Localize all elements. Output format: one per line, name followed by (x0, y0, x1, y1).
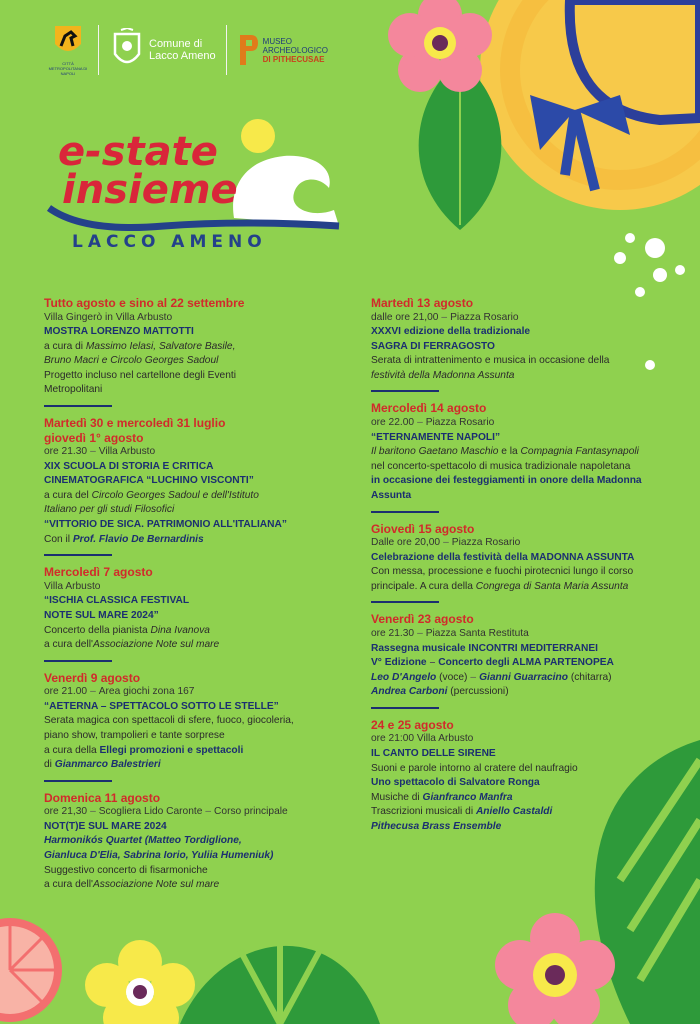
event-place: Piazza Santa Restituta (425, 627, 529, 639)
event-time-place: ore 22.00 – Piazza Rosario (371, 416, 495, 428)
event-place: Piazza Rosario (450, 311, 519, 323)
role: (percussioni) (450, 686, 509, 698)
logo-subtitle: LACCO AMENO (72, 232, 267, 252)
event-date: Venerdì 9 agosto (44, 670, 141, 685)
event-time-place: dalle ore 21,00 – Piazza Rosario (371, 311, 519, 323)
event-time-place: ore 21.30 – Piazza Santa Restituta (371, 627, 529, 639)
event-line: Bruno Macri e Circolo Georges Sadoul (44, 355, 219, 367)
event-title: V° Edizione – Concerto degli ALMA PARTENOPEA (371, 657, 614, 669)
logo-line2: insieme (62, 167, 238, 213)
ensemble: Harmonikós Quartet (44, 835, 142, 847)
comune-line2: Lacco Ameno (149, 50, 216, 62)
event-title: “ETERNAMENTE NAPOLI” (371, 431, 501, 443)
comune-crest-icon (109, 28, 145, 72)
text: a cura dell' (44, 639, 93, 651)
event-title: Rassegna musicale INCONTRI MEDITERRANEI (371, 642, 599, 654)
event-time-place: Dalle ore 20,00 – Piazza Rosario (371, 537, 521, 549)
event-time: ore 21.00 (44, 686, 88, 698)
event-place: Corso principale (214, 806, 288, 818)
event-time-place: ore 21,30 – Scogliera Lido Caronte – Corso principale (44, 806, 288, 818)
text: Musiche di (371, 791, 420, 803)
text: di (44, 759, 52, 771)
text: e la (501, 446, 518, 458)
event-date: Venerdì 23 agosto (371, 612, 474, 627)
event-time-place (371, 732, 661, 747)
event-time: ore 21,30 (44, 806, 88, 818)
event-date: Mercoledì 14 agosto (371, 401, 487, 416)
flower-bottom-left-icon (85, 940, 195, 1024)
members: (Matteo Tordiglione, (144, 835, 242, 847)
event-title: XIX SCUOLA DI STORIA E CRITICA (44, 460, 214, 472)
event-scuola-cinema (44, 416, 334, 556)
event-title: IL CANTO DELLE SIRENE (371, 747, 496, 759)
event-line: Suoni e parole intorno al cratere del naufragio (371, 762, 578, 774)
event-line (371, 580, 661, 595)
event-place: Villa Arbusto (44, 580, 101, 592)
event-incontri-mediterranei (371, 612, 661, 708)
event-time: dalle ore 21,00 (371, 311, 439, 323)
event-line (371, 445, 661, 460)
event-line (371, 685, 661, 700)
program-left-column (44, 296, 334, 901)
header-divider (98, 25, 99, 75)
event-title: “VITTORIO DE SICA. PATRIMONIO ALL'ITALIANA” (44, 519, 287, 531)
horse-crest-icon (53, 24, 83, 58)
logo-line1: e-state (58, 129, 218, 175)
grapefruit-icon (0, 910, 70, 1024)
header-divider (226, 25, 227, 75)
event-eternamente-napoli (371, 401, 661, 512)
performer: Gianni Guarracino (479, 671, 568, 683)
event-line: piano show, trampolieri e tante sorprese (44, 729, 225, 741)
guest: Prof. Flavio De Bernardinis (72, 533, 204, 545)
performer: Dina Ivanova (150, 624, 210, 636)
museo-line3: DI PITHECUSAE (262, 54, 325, 64)
leaf-bottom-left-icon (180, 910, 380, 1024)
comune-name (149, 38, 216, 62)
edition: V° Edizione (371, 657, 427, 669)
e-state-insieme-logo (44, 118, 344, 258)
event-line (44, 638, 334, 653)
event-line (371, 791, 661, 806)
event-place: Area giochi zona 167 (98, 686, 195, 698)
divider (371, 707, 439, 709)
text: Concerto della pianista (44, 624, 148, 636)
event-date: Tutto agosto e sino al 22 settembre (44, 296, 245, 310)
concert: Concerto degli ALMA PARTENOPEA (438, 657, 614, 669)
composer: Gianfranco Manfra (422, 791, 513, 803)
event-line (44, 340, 334, 355)
event-line (44, 878, 334, 893)
organizer-name: Gianmarco Balestrieri (54, 759, 161, 771)
event-title: SAGRA DI FERRAGOSTO (371, 340, 495, 352)
event-title: NOTE SUL MARE 2024” (44, 609, 159, 621)
event-place: Piazza Rosario (451, 537, 521, 549)
divider (371, 511, 439, 513)
organizer: Circolo Georges Sadoul e dell'Istituto (91, 489, 259, 501)
event-title: Uno spettacolo di Salvatore Ronga (371, 777, 540, 789)
event-place: Villa Gingerò in Villa Arbusto (44, 311, 173, 323)
event-time: ore 22.00 (371, 416, 415, 428)
text: Con il (44, 533, 71, 545)
divider (44, 554, 112, 556)
text: a cura dell' (44, 879, 93, 891)
event-date: 24 e 25 agosto (371, 717, 454, 732)
event-ischia-classica (44, 565, 334, 661)
event-time-place: ore 21.00 – Area giochi zona 167 (44, 686, 195, 698)
event-time: ore 21.30 (371, 627, 415, 639)
event-title: Celebrazione della festività della MADONNA ASSUNTA (371, 551, 635, 563)
event-time: Dalle ore 20,00 (371, 537, 441, 549)
event-line (44, 758, 334, 773)
role: (voce) (439, 671, 468, 683)
museo-name (263, 37, 328, 64)
event-date: Martedì 13 agosto (371, 296, 474, 310)
museo-logo (237, 33, 328, 67)
event-line: nel concerto-spettacolo di musica tradizionale napoletana (371, 460, 631, 472)
event-title: MOSTRA LORENZO MATTOTTI (44, 326, 194, 338)
event-madonna-assunta (371, 522, 661, 604)
flower-bottom-right-icon (495, 910, 615, 1024)
event-date: Martedì 30 e mercoledì 31 luglio (44, 416, 226, 431)
comune-line1: Comune di (149, 38, 203, 50)
comune-logo (109, 28, 216, 72)
arranger: Aniello Castaldi (475, 806, 553, 818)
event-line (44, 744, 334, 759)
company: Compagnia Fantasynapoli (520, 446, 639, 458)
event-line (44, 533, 334, 548)
event-line (44, 624, 334, 639)
event-place: Villa Arbusto (416, 733, 474, 745)
event-place: Scogliera Lido Caronte (98, 806, 203, 818)
event-line: Leo D'Angelo (voce) – Gianni Guarracino (chitarra) (371, 671, 612, 683)
event-title: CINEMATOGRAFICA “LUCHINO VISCONTI” (44, 475, 254, 487)
event-time: ore 21.30 (44, 446, 88, 458)
event-title: XXXVI edizione della tradizionale (371, 326, 531, 338)
performer: Andrea Carboni (371, 686, 448, 698)
text: principale. A cura della (371, 580, 473, 592)
museo-line1: MUSEO (262, 36, 292, 46)
divider (44, 660, 112, 662)
museo-line2: ARCHEOLOGICO (262, 45, 328, 55)
event-line: Serata magica con spettacoli di sfere, fuoco, giocoleria, (44, 715, 294, 727)
event-title: “ISCHIA CLASSICA FESTIVAL (44, 595, 190, 607)
event-line: Pithecusa Brass Ensemble (371, 820, 502, 832)
header (48, 20, 328, 80)
program-right-column (371, 296, 661, 843)
event-time-place: ore 21.30 – Villa Arbusto (44, 446, 156, 458)
event-date: Giovedì 15 agosto (371, 521, 475, 536)
divider (371, 601, 439, 603)
event-title: “AETERNA – SPETTACOLO SOTTO LE STELLE” (44, 700, 279, 712)
event-line: Progetto incluso nel cartellone degli Eventi (44, 369, 236, 381)
event-line (44, 834, 334, 849)
event-line: festività della Madonna Assunta (371, 369, 515, 381)
role: (chitarra) (570, 671, 612, 683)
divider (371, 390, 439, 392)
event-line (44, 489, 334, 504)
divider (44, 405, 112, 407)
citta-metropolitana-logo (48, 24, 88, 76)
organizer: Ellegi promozioni e spettacoli (99, 744, 244, 756)
event-canto-sirene (371, 718, 661, 835)
event-title: NOT(T)E SUL MARE 2024 (44, 820, 167, 832)
text: a cura della (44, 744, 97, 756)
organizer: Associazione Note sul mare (92, 639, 220, 651)
event-sagra-ferragosto (371, 296, 661, 392)
performer: Leo D'Angelo (371, 671, 437, 683)
event-line: Assunta (371, 489, 412, 501)
event-line: Gianluca D'Elia, Sabrina Iorio, Yuliia Humeniuk) (44, 850, 274, 862)
event-date: Mercoledì 7 agosto (44, 565, 153, 580)
divider (44, 780, 112, 782)
museo-p-icon (237, 33, 259, 67)
text: a cura del (44, 489, 89, 501)
event-place: Piazza Rosario (425, 416, 495, 428)
event-line (371, 805, 661, 820)
event-date: Domenica 11 agosto (44, 790, 161, 805)
organizer: Congrega di Santa Maria Assunta (475, 580, 629, 592)
text: Trascrizioni musicali di (371, 806, 474, 818)
organizer: Associazione Note sul mare (92, 879, 220, 891)
event-line: Con messa, processione e fuochi pirotecnici lungo il corso (371, 566, 634, 578)
event-line: Italiano per gli studi Filosofici (44, 504, 175, 516)
performer: Il baritono Gaetano Maschio (371, 446, 499, 458)
event-notte-sul-mare (44, 791, 334, 893)
citta-metro-caption: CITTÀ METROPOLITANA DI NAPOLI (48, 61, 88, 76)
event-aeterna (44, 671, 334, 782)
event-time: ore 21:00 (371, 733, 415, 745)
curators: Massimo Ielasi, Salvatore Basile, (85, 340, 236, 352)
event-line: Suggestivo concerto di fisarmoniche (44, 864, 208, 876)
text: a cura di (44, 340, 84, 352)
event-mostra-mattotti (44, 296, 334, 407)
flower-top-icon (385, 0, 495, 95)
event-line: Metropolitani (44, 384, 103, 396)
event-line: in occasione dei festeggiamenti in onore della Madonna (371, 475, 642, 487)
event-place: Villa Arbusto (98, 446, 156, 458)
event-line: Serata di intrattenimento e musica in occasione della (371, 355, 610, 367)
event-date: giovedì 1° agosto (44, 430, 144, 445)
